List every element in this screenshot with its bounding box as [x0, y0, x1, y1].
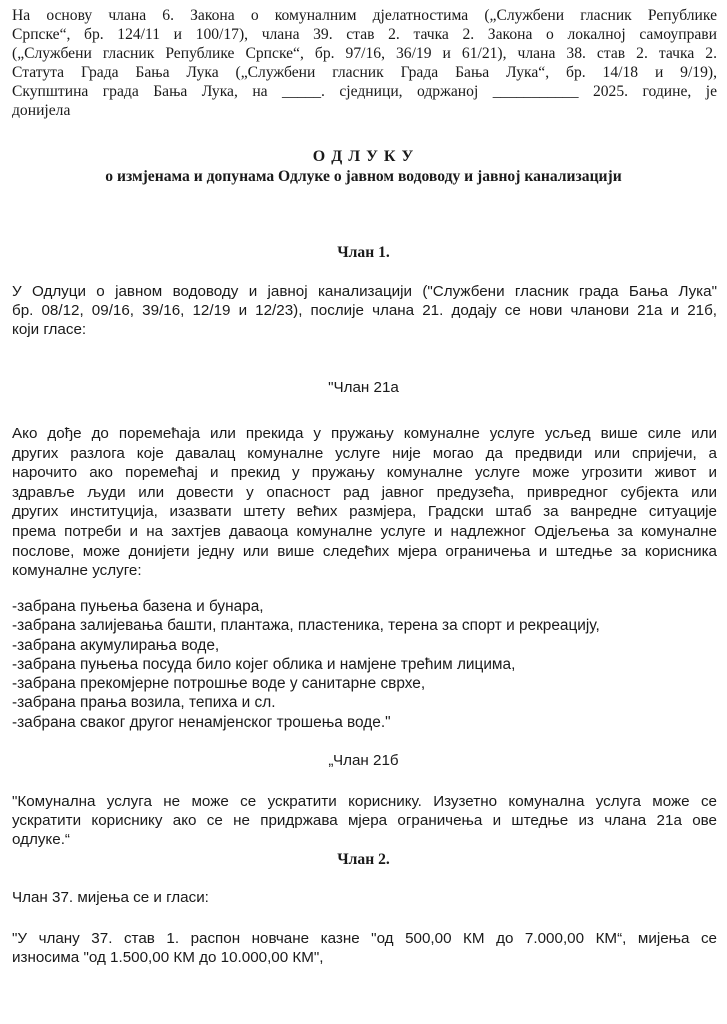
article-2-intro: Члан 37. мијења се и гласи:	[12, 889, 209, 906]
article-21a-text	[12, 424, 717, 581]
list-item: -забрана прекомјерне потрошње воде у санитарне сврхе,	[12, 675, 426, 693]
article-2-text	[12, 929, 717, 967]
preamble-line: Српске“, бр. 124/11 и 100/17), члана 39. став 2. тачка 2. Закона о локалној самоуправи	[12, 26, 717, 43]
text-line: "У члану 37. став 1. распон новчане казне "од 500,00 КМ до 7.000,00 КМ“, мијења се	[12, 930, 717, 947]
text-line: "Комунална услуга не може се ускратити кориснику. Изузетно комунална услуга може се	[12, 793, 717, 810]
preamble-line: („Службени гласник Републике Српске“, бр. 97/16, 36/19 и 61/21), члана 38. став 2. тачка 2.	[12, 45, 717, 62]
text-line: послове, може донијети једну или више следећих мјера ограничења и штедње за корисника	[12, 542, 717, 560]
preamble-line: Статута Града Бања Лука („Службени гласник Града Бања Лука“, бр. 14/18 и 9/19),	[12, 64, 717, 81]
text-line: износима "од 1.500,00 КМ до 10.000,00 КМ",	[12, 949, 324, 967]
text-line: У Одлуци о јавном водоводу и јавној канализацији ("Службени гласник града Бања Лука"	[12, 283, 717, 300]
preamble-line: донијела	[12, 102, 71, 119]
list-item: -забрана пуњења базена и бунара,	[12, 598, 264, 615]
article-21b-text	[12, 792, 717, 850]
article-2-heading: Члан 2.	[337, 851, 390, 868]
list-item: -забрана пуњења посуда било којег облика и намјене трећим лицима,	[12, 655, 516, 673]
list-item: -забрана сваког другог ненамјенског трошења воде."	[12, 713, 391, 731]
list-item: -забрана акумулирања воде,	[12, 636, 220, 654]
document-subtitle: о измјенама и допунама Одлуке о јавном водоводу и јавној канализацији	[105, 168, 622, 185]
list-item: -забрана прања возила, тепиха и сл.	[12, 694, 276, 712]
preamble	[12, 6, 717, 120]
preamble-line: Скупштина града Бања Лука, на _____. сједници, одржаној ___________ 2025. године, је	[12, 83, 717, 100]
text-line: нарочито ако поремећај и прекид у пружању комуналне услуге може угрозити живот и	[12, 464, 717, 482]
article-21b-heading: „Члан 21б	[328, 752, 399, 769]
text-line: бр. 08/12, 09/16, 39/16, 12/19 и 12/23), послије члана 21. додају се нови чланови 21а и 21б,	[12, 302, 717, 320]
preamble-line: На основу члана 6. Закона о комуналним дјелатностима („Службени гласник Републике	[12, 7, 717, 24]
article-1-heading: Члан 1.	[337, 244, 390, 261]
text-line: одлуке.“	[12, 831, 70, 849]
text-line: Ако дође до поремећаја или прекида у пружању комуналне услуге усљед више силе или	[12, 425, 717, 442]
text-line: који гласе:	[12, 321, 87, 339]
text-line: према потреби и на захтјев даваоца комуналне услуге и надлежног Одјељења за комуналне	[12, 522, 717, 540]
list-item: -забрана залијевања башти, плантажа, пластеника, терена за спорт и рекреацију,	[12, 617, 600, 635]
text-line: здравље људи или довести у опасност рад јавног предузећа, привредног субјекта или	[12, 483, 717, 501]
measures-list	[12, 597, 717, 732]
document-title: О Д Л У К У	[312, 148, 415, 165]
text-line: комуналне услуге:	[12, 562, 142, 580]
text-line: ускратити кориснику ако се не придржава мјера ограничења и штедње из члана 21а ове	[12, 812, 717, 830]
text-line: других институција, изазвати штету већих размјера, Градски штаб за ванредне ситуације	[12, 503, 717, 521]
article-21a-heading: "Члан 21а	[328, 379, 399, 396]
text-line: других разлога које давалац комуналне услуге није могао да предвиди или спријечи, а	[12, 444, 717, 462]
article-1-text	[12, 282, 717, 340]
